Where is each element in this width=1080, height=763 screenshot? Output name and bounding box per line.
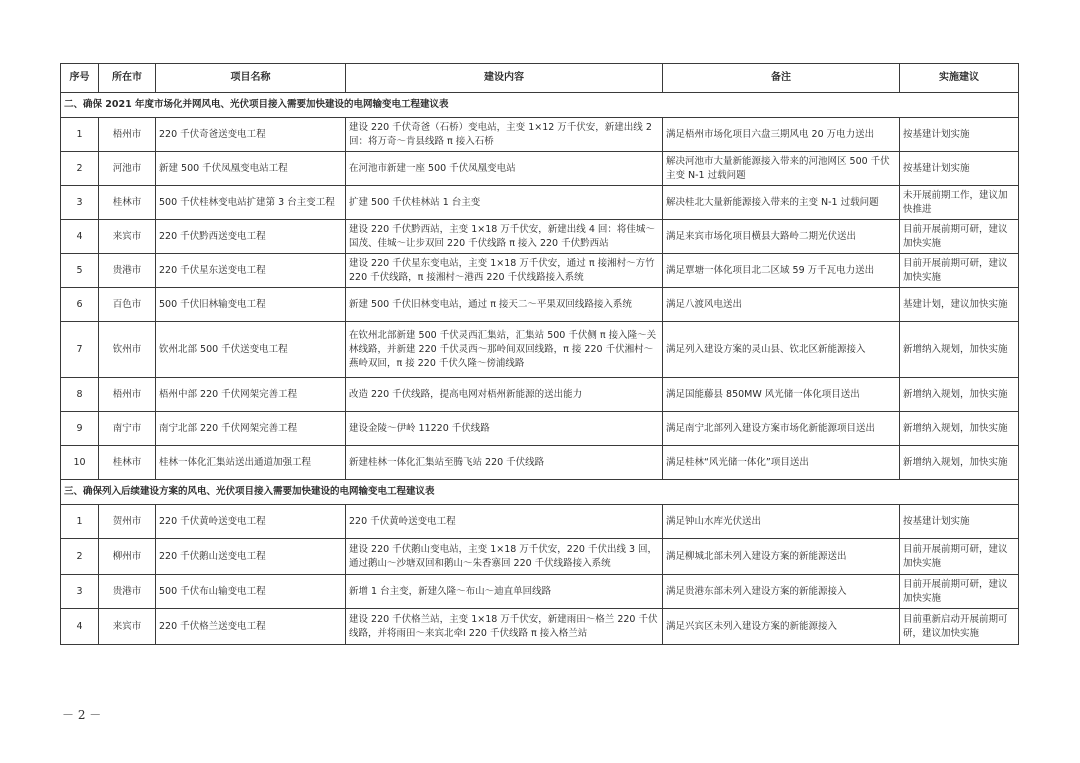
row-number: 8: [61, 378, 99, 412]
row-project-name: 500 千伏桂林变电站扩建第 3 台主变工程: [156, 186, 346, 220]
table-row: [61, 505, 1019, 539]
row-city: 柳州市: [99, 539, 156, 575]
header-city: 所在市: [99, 64, 156, 93]
row-advice: 新增纳入规划，加快实施: [900, 322, 1019, 378]
header-advice: 实施建议: [900, 64, 1019, 93]
table-row: [61, 220, 1019, 254]
row-project-name: 220 千伏黄岭送变电工程: [156, 505, 346, 539]
table-body: [61, 93, 1019, 645]
row-content: 新建桂林一体化汇集站至腾飞站 220 千伏线路: [346, 446, 663, 480]
row-advice: 基建计划，建议加快实施: [900, 288, 1019, 322]
row-advice: 新增纳入规划，加快实施: [900, 378, 1019, 412]
row-note: 满足列入建设方案的灵山县、钦北区新能源接入: [663, 322, 900, 378]
row-content: 在河池市新建一座 500 千伏凤凰变电站: [346, 152, 663, 186]
row-city: 贵港市: [99, 254, 156, 288]
row-number: 7: [61, 322, 99, 378]
row-city: 来宾市: [99, 609, 156, 645]
row-project-name: 220 千伏星东送变电工程: [156, 254, 346, 288]
section-header-row: [61, 480, 1019, 505]
row-number: 3: [61, 575, 99, 609]
table-row: [61, 186, 1019, 220]
row-number: 1: [61, 505, 99, 539]
row-city: 来宾市: [99, 220, 156, 254]
table-row: [61, 575, 1019, 609]
row-city: 梧州市: [99, 118, 156, 152]
table-row: [61, 539, 1019, 575]
table-row: [61, 446, 1019, 480]
project-table: [60, 63, 1019, 645]
row-city: 河池市: [99, 152, 156, 186]
row-content: 220 千伏黄岭送变电工程: [346, 505, 663, 539]
row-content: 建设金陵～伊岭 11220 千伏线路: [346, 412, 663, 446]
row-content: 改造 220 千伏线路，提高电网对梧州新能源的送出能力: [346, 378, 663, 412]
header-note: 备注: [663, 64, 900, 93]
table-row: [61, 609, 1019, 645]
row-city: 梧州市: [99, 378, 156, 412]
row-content: 新增 1 台主变，新建久隆～布山～迪直单回线路: [346, 575, 663, 609]
row-number: 4: [61, 609, 99, 645]
row-note: 解决河池市大量新能源接入带来的河池网区 500 千伏主变 N-1 过载问题: [663, 152, 900, 186]
row-content: 建设 220 千伏奇爸（石桥）变电站，主变 1×12 万千伏安，新建出线 2 回：将万奇～肯县线路 π 接入石桥: [346, 118, 663, 152]
row-content: 建设 220 千伏格兰站，主变 1×18 万千伏安，新建雨田～格兰 220 千伏线路，并将雨田～来宾北牵Ⅰ 220 千伏线路 π 接入格兰站: [346, 609, 663, 645]
row-project-name: 南宁北部 220 千伏网架完善工程: [156, 412, 346, 446]
row-number: 10: [61, 446, 99, 480]
row-note: 满足梧州市场化项目六盘三期风电 20 万电力送出: [663, 118, 900, 152]
table-row: [61, 118, 1019, 152]
row-advice: 目前开展前期可研，建议加快实施: [900, 575, 1019, 609]
row-note: 满足柳城北部未列入建设方案的新能源送出: [663, 539, 900, 575]
row-note: 满足国能藤县 850MW 风光储一体化项目送出: [663, 378, 900, 412]
table-row: [61, 322, 1019, 378]
row-content: 建设 220 千伏星东变电站，主变 1×18 万千伏安，通过 π 接湘村～方竹 220 千伏线路，π 接湘村～港西 220 千伏线路接入系统: [346, 254, 663, 288]
row-project-name: 新建 500 千伏凤凰变电站工程: [156, 152, 346, 186]
row-note: 满足兴宾区未列入建设方案的新能源接入: [663, 609, 900, 645]
row-advice: 按基建计划实施: [900, 118, 1019, 152]
table-row: [61, 288, 1019, 322]
row-content: 在钦州北部新建 500 千伏灵西汇集站，汇集站 500 千伏侧 π 接入隆～关林线路，并新建 220 千伏灵西～那岭间双回线路，π 接 220 千伏湘村～燕岭双回，π 接 220 千伏久隆～傍浦线路: [346, 322, 663, 378]
row-note: 满足覃塘一体化项目北二区域 59 万千瓦电力送出: [663, 254, 900, 288]
row-note: 解决桂北大量新能源接入带来的主变 N-1 过载问题: [663, 186, 900, 220]
row-note: 满足八渡风电送出: [663, 288, 900, 322]
row-project-name: 梧州中部 220 千伏网架完善工程: [156, 378, 346, 412]
row-note: 满足钟山水库光伏送出: [663, 505, 900, 539]
row-number: 3: [61, 186, 99, 220]
row-number: 1: [61, 118, 99, 152]
row-city: 贺州市: [99, 505, 156, 539]
row-advice: 新增纳入规划，加快实施: [900, 412, 1019, 446]
section-header-row: [61, 93, 1019, 118]
row-city: 南宁市: [99, 412, 156, 446]
row-note: 满足贵港东部未列入建设方案的新能源接入: [663, 575, 900, 609]
row-advice: 目前重新启动开展前期可研，建议加快实施: [900, 609, 1019, 645]
row-project-name: 220 千伏格兰送变电工程: [156, 609, 346, 645]
row-project-name: 220 千伏鹅山送变电工程: [156, 539, 346, 575]
row-content: 新建 500 千伏旧林变电站，通过 π 接天二～平果双回线路接入系统: [346, 288, 663, 322]
row-note: 满足南宁北部列入建设方案市场化新能源项目送出: [663, 412, 900, 446]
table-row: [61, 412, 1019, 446]
row-city: 百色市: [99, 288, 156, 322]
row-content: 建设 220 千伏黔西站，主变 1×18 万千伏安，新建出线 4 回：将佳城～国茂、佳城～让步双回 220 千伏线路 π 接入 220 千伏黔西站: [346, 220, 663, 254]
row-project-name: 钦州北部 500 千伏送变电工程: [156, 322, 346, 378]
row-city: 贵港市: [99, 575, 156, 609]
table-row: [61, 254, 1019, 288]
row-project-name: 500 千伏旧林输变电工程: [156, 288, 346, 322]
row-number: 2: [61, 539, 99, 575]
row-project-name: 桂林一体化汇集站送出通道加强工程: [156, 446, 346, 480]
header-project-name: 项目名称: [156, 64, 346, 93]
header-content: 建设内容: [346, 64, 663, 93]
row-advice: 目前开展前期可研，建议加快实施: [900, 254, 1019, 288]
row-advice: 新增纳入规划，加快实施: [900, 446, 1019, 480]
table-header-row: [61, 64, 1019, 93]
row-number: 2: [61, 152, 99, 186]
row-project-name: 220 千伏奇爸送变电工程: [156, 118, 346, 152]
row-number: 5: [61, 254, 99, 288]
row-project-name: 220 千伏黔西送变电工程: [156, 220, 346, 254]
row-city: 桂林市: [99, 186, 156, 220]
row-advice: 按基建计划实施: [900, 152, 1019, 186]
row-advice: 目前开展前期可研，建议加快实施: [900, 220, 1019, 254]
table-row: [61, 152, 1019, 186]
row-note: 满足来宾市场化项目横县大路岭二期光伏送出: [663, 220, 900, 254]
row-advice: 目前开展前期可研，建议加快实施: [900, 539, 1019, 575]
row-advice: 按基建计划实施: [900, 505, 1019, 539]
row-content: 扩建 500 千伏桂林站 1 台主变: [346, 186, 663, 220]
table-row: [61, 378, 1019, 412]
section-title: 三、确保列入后续建设方案的风电、光伏项目接入需要加快建设的电网输变电工程建议表: [61, 480, 1019, 505]
row-number: 9: [61, 412, 99, 446]
row-advice: 未开展前期工作，建议加快推进: [900, 186, 1019, 220]
section-title: 二、确保 2021 年度市场化并网风电、光伏项目接入需要加快建设的电网输变电工程建议表: [61, 93, 1019, 118]
header-no: 序号: [61, 64, 99, 93]
row-content: 建设 220 千伏鹅山变电站，主变 1×18 万千伏安，220 千伏出线 3 回，通过鹅山～沙塘双回和鹅山～朱香寨回 220 千伏线路接入系统: [346, 539, 663, 575]
row-city: 钦州市: [99, 322, 156, 378]
row-note: 满足桂林“风光储一体化”项目送出: [663, 446, 900, 480]
page-number: － 2 －: [62, 708, 102, 722]
row-project-name: 500 千伏布山输变电工程: [156, 575, 346, 609]
row-number: 4: [61, 220, 99, 254]
row-city: 桂林市: [99, 446, 156, 480]
row-number: 6: [61, 288, 99, 322]
